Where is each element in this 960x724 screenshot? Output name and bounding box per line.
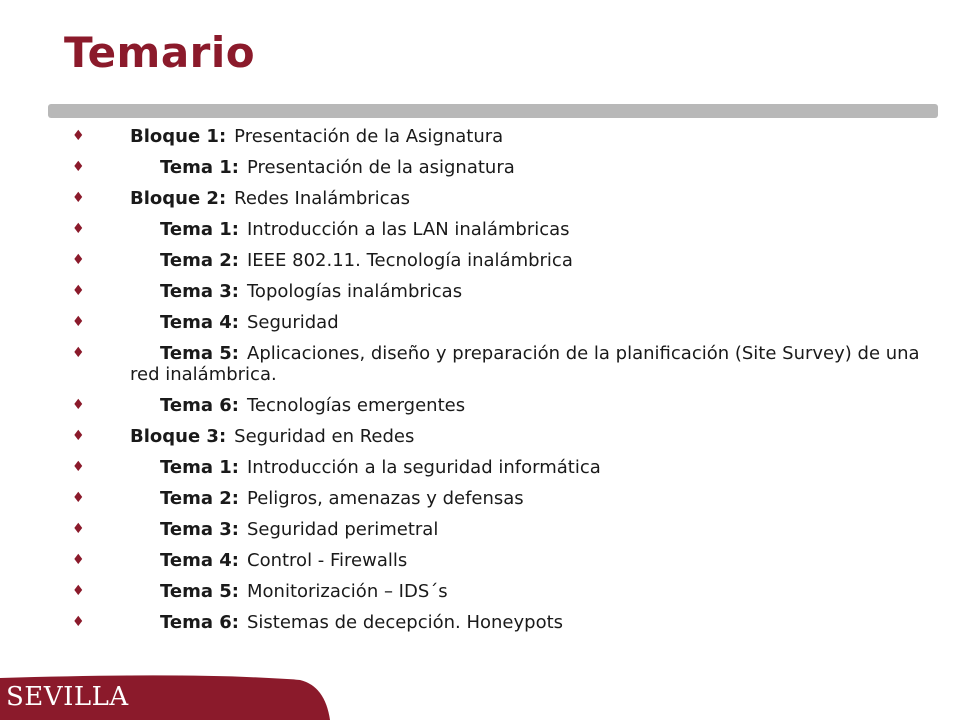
list-item-description: Redes Inalámbricas [234,188,410,209]
list-item [70,312,930,333]
list-item-description: Peligros, amenazas y defensas [247,488,524,509]
list-item-label: Bloque 1: [130,126,227,147]
list-item-label: Tema 3: [160,519,239,540]
list-item-text [130,488,930,509]
list-item-text [130,612,930,633]
diamond-bullet-icon: ♦ [72,397,85,413]
list-item [70,581,930,602]
list-item-text [130,519,930,540]
list-item [70,519,930,540]
list-item-description: Seguridad perimetral [247,519,439,540]
list-item [70,457,930,478]
diamond-bullet-icon: ♦ [72,190,85,206]
diamond-bullet-icon: ♦ [72,252,85,268]
list-item-label: Tema 1: [160,457,239,478]
list-item [70,281,930,302]
list-item [70,157,930,178]
list-item [70,488,930,509]
list-item-description: Introducción a la seguridad informática [247,457,601,478]
diamond-bullet-icon: ♦ [72,552,85,568]
university-logo [0,652,330,720]
list-item-description: Presentación de la asignatura [247,157,515,178]
list-item-label: Tema 1: [160,157,239,178]
list-item-label: Tema 1: [160,219,239,240]
list-item-text [130,126,930,147]
list-item-text [130,219,930,240]
list-item-text [130,343,930,385]
list-item [70,126,930,147]
list-item-label: Tema 3: [160,281,239,302]
list-item-text [130,188,930,209]
list-item-text [130,581,930,602]
list-item-description: Seguridad [247,312,339,333]
list-item-description: Tecnologías emergentes [247,395,466,416]
list-item [70,219,930,240]
diamond-bullet-icon: ♦ [72,583,85,599]
list-item-text [130,395,930,416]
list-item [70,250,930,271]
list-item-description: Sistemas de decepción. Honeypots [247,612,564,633]
diamond-bullet-icon: ♦ [72,614,85,630]
list-item-description: Monitorización – IDS´s [247,581,448,602]
list-item-text [130,157,930,178]
list-item-text [130,250,930,271]
diamond-bullet-icon: ♦ [72,314,85,330]
list-item-text [130,550,930,571]
page-title: Temario [64,28,256,77]
list-item-label: Tema 4: [160,550,239,571]
list-item-description: Aplicaciones, diseño y preparación de la planificación (Site Survey) de una red inalámbrica. [130,343,920,385]
title-divider [48,104,938,118]
diamond-bullet-icon: ♦ [72,283,85,299]
list-item-label: Tema 2: [160,250,239,271]
list-item-description: Topologías inalámbricas [247,281,463,302]
list-item-label: Bloque 3: [130,426,227,447]
list-item [70,426,930,447]
diamond-bullet-icon: ♦ [72,459,85,475]
diamond-bullet-icon: ♦ [72,345,85,361]
list-item-text [130,312,930,333]
diamond-bullet-icon: ♦ [72,221,85,237]
list-item-description: Introducción a las LAN inalámbricas [247,219,570,240]
list-item-description: Control - Firewalls [247,550,408,571]
list-item-label: Tema 5: [160,343,239,364]
topic-list [70,126,930,643]
diamond-bullet-icon: ♦ [72,159,85,175]
list-item-label: Bloque 2: [130,188,227,209]
list-item-description: Presentación de la Asignatura [234,126,504,147]
list-item [70,343,930,385]
diamond-bullet-icon: ♦ [72,490,85,506]
list-item-label: Tema 2: [160,488,239,509]
list-item [70,550,930,571]
list-item-label: Tema 6: [160,395,239,416]
list-item [70,395,930,416]
diamond-bullet-icon: ♦ [72,428,85,444]
list-item-label: Tema 6: [160,612,239,633]
list-item-text [130,426,930,447]
diamond-bullet-icon: ♦ [72,128,85,144]
list-item-description: IEEE 802.11. Tecnología inalámbrica [247,250,573,271]
list-item [70,188,930,209]
diamond-bullet-icon: ♦ [72,521,85,537]
list-item-text [130,457,930,478]
list-item-label: Tema 4: [160,312,239,333]
logo-text: UNIVERSIDAD Ð SEVILLA [6,652,243,712]
list-item [70,612,930,633]
list-item-text [130,281,930,302]
list-item-label: Tema 5: [160,581,239,602]
list-item-description: Seguridad en Redes [234,426,415,447]
